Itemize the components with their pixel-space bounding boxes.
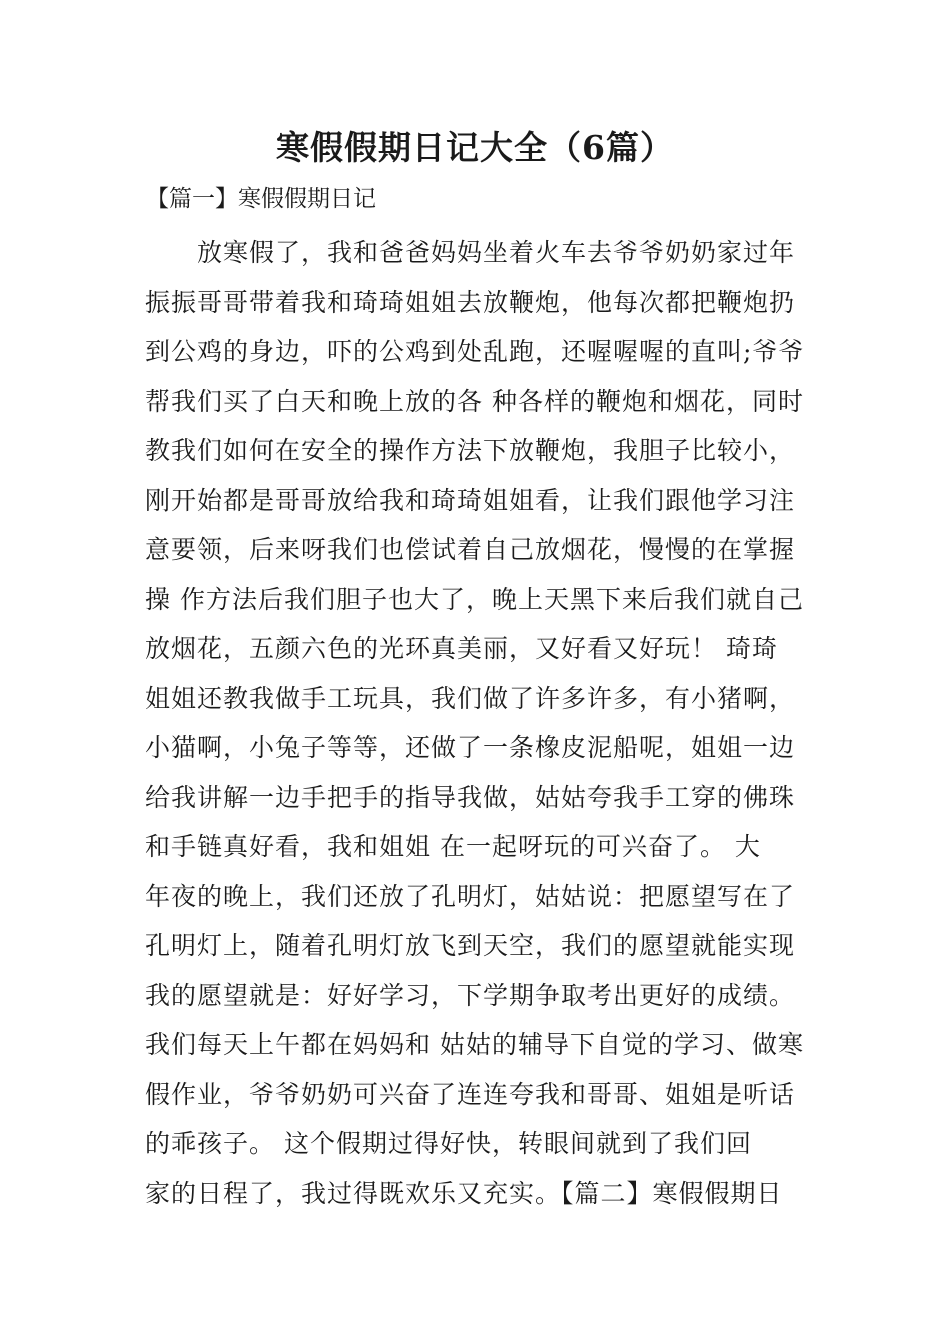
text-line: 教我们如何在安全的操作方法下放鞭炮，我胆子比较小， <box>145 436 796 465</box>
text-line: 和手链真好看，我和姐姐 在一起呀玩的可兴奋了。 大 <box>145 832 761 861</box>
text-line: 家的日程了，我过得既欢乐又充实。【篇二】寒假假期日 <box>145 1178 783 1208</box>
text-line: 的乖孩子。 这个假期过得好快，转眼间就到了我们回 <box>145 1129 752 1158</box>
text-line: 年夜的晚上，我们还放了孔明灯，姑姑说：把愿望写在了 <box>145 881 796 911</box>
text-line: 放烟花，五颜六色的光环真美丽，又好看又好玩！ 琦琦 <box>145 634 778 663</box>
text-line: 刚开始都是哥哥放给我和琦琦姐姐看，让我们跟他学习注 <box>145 485 796 515</box>
text-line: 帮我们买了白天和晚上放的各 种各样的鞭炮和烟花，同时 <box>145 386 804 416</box>
text-line: 假作业，爷爷奶奶可兴奋了连连夸我和哥哥、姐姐是听话 <box>145 1079 796 1109</box>
text-line: 姐姐还教我做手工玩具，我们做了许多许多，有小猪啊， <box>145 683 796 713</box>
text-line: 小猫啊，小兔子等等，还做了一条橡皮泥船呢，姐姐一边 <box>145 733 796 762</box>
text-line: 我的愿望就是：好好学习，下学期争取考出更好的成绩。 <box>145 980 796 1010</box>
text-line: 意要领，后来呀我们也偿试着自己放烟花，慢慢的在掌握 <box>145 535 796 564</box>
body-text <box>145 228 815 1218</box>
text-line: 放寒假了，我和爸爸妈妈坐着火车去爷爷奶奶家过年 <box>197 238 796 267</box>
text-line: 我们每天上午都在妈妈和 姑姑的辅导下自觉的学习、做寒 <box>145 1030 804 1059</box>
text-line: 到公鸡的身边，吓的公鸡到处乱跑，还喔喔喔的直叫;爷爷 <box>145 337 805 366</box>
text-line: 振振哥哥带着我和琦琦姐姐去放鞭炮，他每次都把鞭炮扔 <box>145 287 796 317</box>
text-line: 给我讲解一边手把手的指导我做，姑姑夸我手工穿的佛珠 <box>145 782 796 812</box>
section-heading: 【篇一】寒假假期日记 <box>146 186 376 212</box>
document-title: 寒假假期日记大全（6篇） <box>276 128 674 167</box>
text-line: 操 作方法后我们胆子也大了，晚上天黑下来后我们就自己 <box>145 584 804 614</box>
text-line: 孔明灯上，随着孔明灯放飞到天空，我们的愿望就能实现 <box>145 931 796 960</box>
